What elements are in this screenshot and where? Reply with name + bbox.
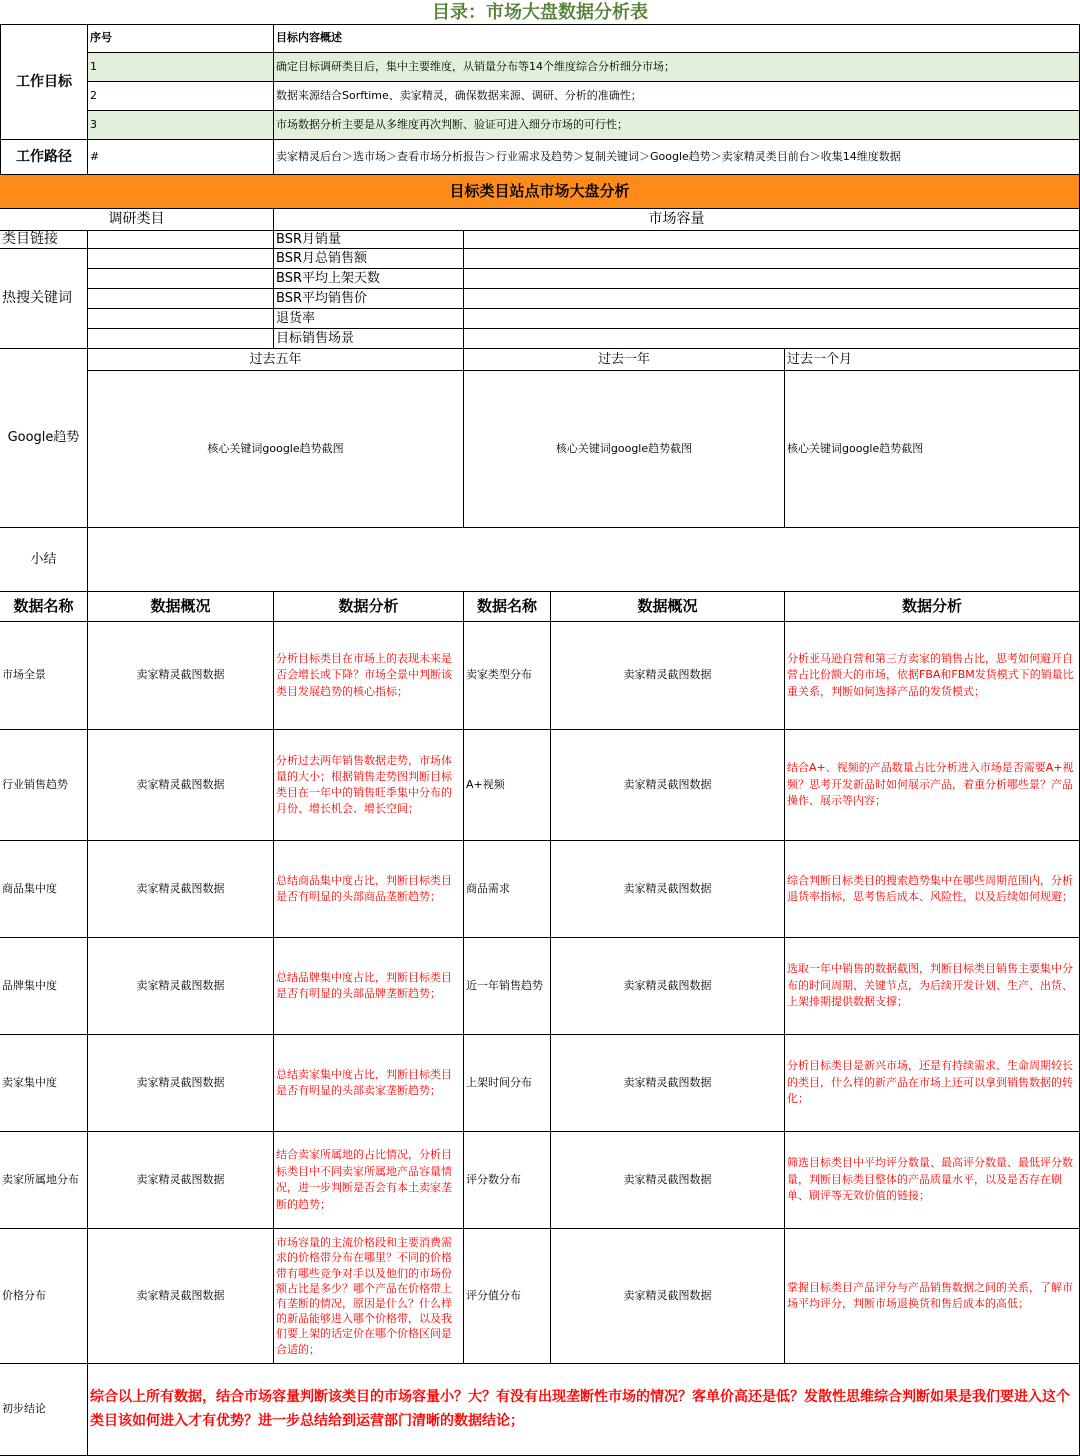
row-name-left-4: 品牌集中度: [0, 938, 88, 1035]
content-header: 目标内容概述: [274, 25, 1080, 53]
conclusion-text: 综合以上所有数据，结合市场容量判断该类目的市场容量小？大？有没有出现垄断性市场的情况？客单价高还是低？发散性思维综合判断如果是我们要进入这个类目该如何进入才有优势？进一步总结给到运营部门清晰的数据结论；: [88, 1364, 1080, 1456]
row-name-left-7: 价格分布: [0, 1229, 88, 1364]
market-item-value-6[interactable]: [464, 329, 1080, 349]
conclusion-label: 初步结论: [0, 1364, 88, 1456]
trend-shot-one-month: 核心关键词google趋势截图: [785, 371, 1080, 528]
page-title: [0, 0, 1080, 25]
row-name-right-7: 评分值分布: [464, 1229, 551, 1364]
keyword-cell-1[interactable]: [88, 249, 274, 269]
goal-num-3: 3: [88, 111, 274, 140]
row-analysis-left-4: 总结品牌集中度占比，判断目标类目是否有明显的头部品牌垄断趋势；: [274, 938, 464, 1035]
row-overview-left-6: 卖家精灵截图数据: [88, 1132, 274, 1229]
header-analysis-right: 数据分析: [785, 592, 1080, 622]
header-data-name-left: 数据名称: [0, 592, 88, 622]
work-goal-label: 工作目标: [0, 25, 88, 140]
goal-text-1: 确定目标调研类目后，集中主要维度，从销量分布等14个维度综合分析细分市场；: [274, 53, 1080, 82]
row-analysis-right-4: 选取一年中销售的数据截图，判断目标类目销售主要集中分布的时间周期、关键节点，为后续开发计划、生产、出货、上架排期提供数据支撑；: [785, 938, 1080, 1035]
row-analysis-left-1: 分析目标类目在市场上的表现未来是否会增长或下降？市场全景中判断该类目发展趋势的核心指标；: [274, 622, 464, 730]
row-overview-right-1: 卖家精灵截图数据: [551, 622, 785, 730]
row-analysis-left-3: 总结商品集中度占比，判断目标类目是否有明显的头部商品垄断趋势；: [274, 841, 464, 938]
row-analysis-left-6: 结合卖家所属地的占比情况，分析目标类目中不同卖家所属地产品容量情况，进一步判断是否会有本土卖家垄断的趋势；: [274, 1132, 464, 1229]
row-overview-left-3: 卖家精灵截图数据: [88, 841, 274, 938]
row-name-left-3: 商品集中度: [0, 841, 88, 938]
row-overview-right-6: 卖家精灵截图数据: [551, 1132, 785, 1229]
goal-num-1: 1: [88, 53, 274, 82]
row-name-left-6: 卖家所属地分布: [0, 1132, 88, 1229]
trend-shot-five-years: 核心关键词google趋势截图: [88, 371, 464, 528]
row-name-left-2: 行业销售趋势: [0, 730, 88, 841]
header-overview-left: 数据概况: [88, 592, 274, 622]
market-item-label-5: 退货率: [274, 309, 464, 329]
market-item-value-1[interactable]: [464, 231, 1080, 249]
row-overview-right-7: 卖家精灵截图数据: [551, 1229, 785, 1364]
work-path-label: 工作路径: [0, 140, 88, 175]
goal-num-2: 2: [88, 82, 274, 111]
google-trend-label: Google趋势: [0, 349, 88, 528]
row-overview-left-1: 卖家精灵截图数据: [88, 622, 274, 730]
row-analysis-right-6: 筛选目标类目中平均评分数量、最高评分数量、最低评分数量，判断目标类目整体的产品质量水平，以及是否存在刷单、刷评等无效价值的链接；: [785, 1132, 1080, 1229]
market-capacity-header: 市场容量: [274, 209, 1080, 231]
work-path-text: 卖家精灵后台＞选市场＞查看市场分析报告＞行业需求及趋势＞复制关键词＞Google趋势＞卖家精灵类目前台＞收集14维度数据: [274, 140, 1080, 175]
row-analysis-right-7: 掌握目标类目产品评分与产品销售数据之间的关系，了解市场平均评分，判断市场退换货和售后成本的高低；: [785, 1229, 1080, 1364]
row-analysis-left-5: 总结卖家集中度占比，判断目标类目是否有明显的头部卖家垄断趋势；: [274, 1035, 464, 1132]
row-overview-right-3: 卖家精灵截图数据: [551, 841, 785, 938]
category-link-label: 类目链接: [0, 231, 88, 249]
market-item-label-1: BSR月销量: [274, 231, 464, 249]
period-five-years: 过去五年: [88, 349, 464, 371]
row-overview-right-5: 卖家精灵截图数据: [551, 1035, 785, 1132]
row-name-right-6: 评分数分布: [464, 1132, 551, 1229]
market-item-label-3: BSR平均上架天数: [274, 269, 464, 289]
header-data-name-right: 数据名称: [464, 592, 551, 622]
row-name-left-5: 卖家集中度: [0, 1035, 88, 1132]
row-analysis-left-2: 分析过去两年销售数据走势，市场体量的大小；根据销售走势图判断目标类目在一年中的销售旺季集中分布的月份、增长机会、增长空间；: [274, 730, 464, 841]
row-name-left-1: 市场全景: [0, 622, 88, 730]
header-overview-right: 数据概况: [551, 592, 785, 622]
keyword-cell-2[interactable]: [88, 269, 274, 289]
row-analysis-right-5: 分析目标类目是新兴市场，还是有持续需求、生命周期较长的类目，什么样的新产品在市场上还可以拿到销售数据的转化；: [785, 1035, 1080, 1132]
goal-text-2: 数据来源结合Sorftime、卖家精灵，确保数据来源、调研、分析的准确性；: [274, 82, 1080, 111]
keyword-cell-3[interactable]: [88, 289, 274, 309]
work-path-num: #: [88, 140, 274, 175]
period-one-year: 过去一年: [464, 349, 785, 371]
row-name-right-5: 上架时间分布: [464, 1035, 551, 1132]
market-item-value-5[interactable]: [464, 309, 1080, 329]
row-overview-left-5: 卖家精灵截图数据: [88, 1035, 274, 1132]
row-name-right-3: 商品需求: [464, 841, 551, 938]
row-analysis-right-3: 综合判断目标类目的搜索趋势集中在哪些周期范围内，分析退货率指标，思考售后成本、风险性，以及后续如何规避；: [785, 841, 1080, 938]
category-header: 调研类目: [0, 209, 274, 231]
page-title-text: 目录：市场大盘数据分析表: [432, 1, 648, 23]
period-one-month: 过去一个月: [785, 349, 1080, 371]
row-overview-left-7: 卖家精灵截图数据: [88, 1229, 274, 1364]
market-item-label-4: BSR平均销售价: [274, 289, 464, 309]
summary-label: 小结: [0, 528, 88, 592]
header-analysis-left: 数据分析: [274, 592, 464, 622]
seq-header: 序号: [88, 25, 274, 53]
row-overview-right-2: 卖家精灵截图数据: [551, 730, 785, 841]
goal-text-3: 市场数据分析主要是从多维度再次判断、验证可进入细分市场的可行性；: [274, 111, 1080, 140]
row-name-right-1: 卖家类型分布: [464, 622, 551, 730]
row-analysis-right-2: 结合A+、视频的产品数量占比分析进入市场是否需要A+视频？思考开发新品时如何展示产品，着重分析哪些景？产品操作、展示等内容；: [785, 730, 1080, 841]
row-name-right-2: A+视频: [464, 730, 551, 841]
market-item-value-3[interactable]: [464, 269, 1080, 289]
row-overview-left-2: 卖家精灵截图数据: [88, 730, 274, 841]
trend-shot-one-year: 核心关键词google趋势截图: [464, 371, 785, 528]
section-banner: 目标类目站点市场大盘分析: [0, 175, 1080, 209]
summary-value[interactable]: [88, 528, 1080, 592]
market-item-value-4[interactable]: [464, 289, 1080, 309]
row-analysis-right-1: 分析亚马逊自营和第三方卖家的销售占比，思考如何避开自营占比份额大的市场，依据FBA和FBM发货模式下的销量比重关系，判断如何选择产品的发货模式；: [785, 622, 1080, 730]
row-analysis-left-7: 市场容量的主流价格段和主要消费需求的价格带分布在哪里？不同的价格带有哪些竞争对手以及他们的市场份额占比是多少？哪个产品在价格带上有垄断的情况，原因是什么？什么样的新品能够进入哪个价格带，以及我们要上架的话定价在哪个价格区间是合适的；: [274, 1229, 464, 1364]
category-link-value[interactable]: [88, 231, 274, 249]
market-item-label-2: BSR月总销售额: [274, 249, 464, 269]
row-overview-left-4: 卖家精灵截图数据: [88, 938, 274, 1035]
row-name-right-4: 近一年销售趋势: [464, 938, 551, 1035]
keyword-cell-4[interactable]: [88, 309, 274, 329]
market-item-value-2[interactable]: [464, 249, 1080, 269]
keyword-label: 热搜关键词: [0, 249, 88, 349]
market-item-label-6: 目标销售场景: [274, 329, 464, 349]
keyword-cell-5[interactable]: [88, 329, 274, 349]
row-overview-right-4: 卖家精灵截图数据: [551, 938, 785, 1035]
